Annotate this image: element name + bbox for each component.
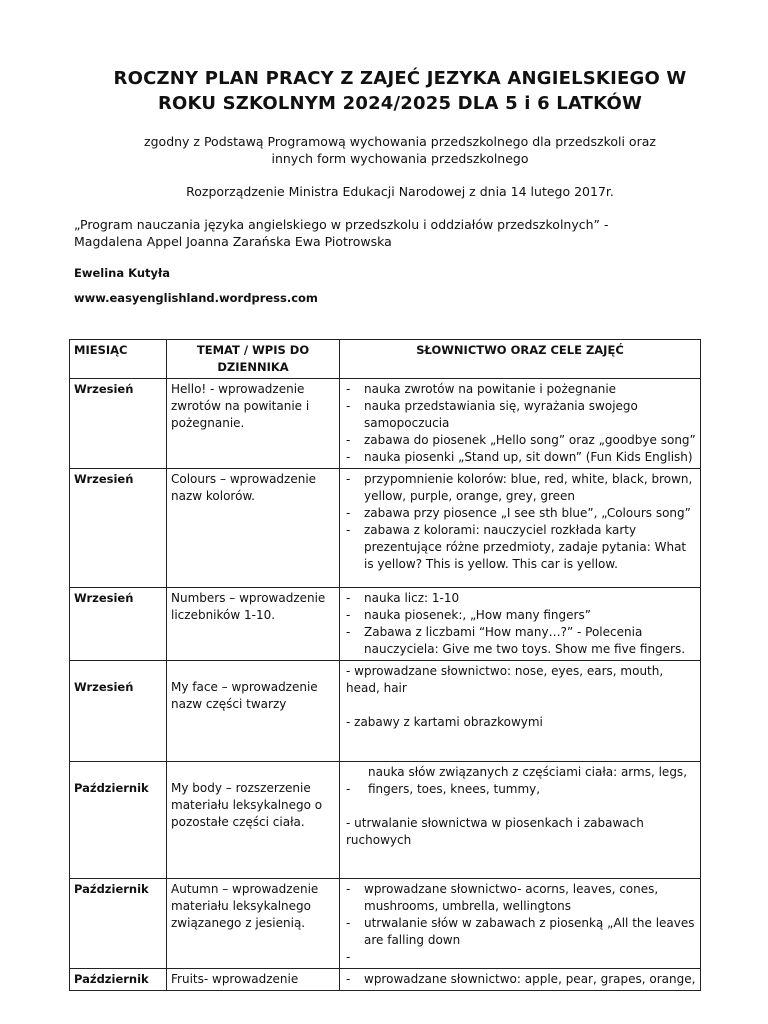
vocabulary-point: - fingers, toes, knees, tummy, bbox=[346, 782, 541, 796]
website-link[interactable]: www.easyenglishland.wordpress.com bbox=[74, 291, 318, 305]
table-row bbox=[70, 969, 701, 991]
vocabulary-point: nauka słów związanych z częściami ciała: arms, legs, bbox=[368, 765, 688, 779]
vocabulary-point: - wprowadzane słownictwo: nose, eyes, ears, mouth, head, hair bbox=[346, 664, 664, 695]
table-row bbox=[70, 588, 701, 661]
subtitle-line-1: zgodny z Podstawą Programową wychowania przedszkolnego dla przedszkoli oraz bbox=[144, 134, 656, 149]
column-header-month: MIESIĄC bbox=[70, 340, 167, 379]
author-name: Ewelina Kutyła bbox=[74, 266, 171, 280]
vocabulary-point: - wprowadzane słownictwo: apple, pear, grapes, orange, bbox=[344, 971, 696, 988]
month-cell: Wrzesień bbox=[70, 379, 167, 469]
program-line-2: Magdalena Appel Joanna Zarańska Ewa Piotrowska bbox=[74, 234, 392, 249]
regulation-note: Rozporządzenie Ministra Edukacji Narodowej z dnia 14 lutego 2017r. bbox=[186, 184, 614, 199]
table-row bbox=[70, 879, 701, 969]
vocabulary-cell bbox=[340, 969, 701, 991]
month-cell: Wrzesień bbox=[70, 469, 167, 588]
vocabulary-point: - Zabawa z liczbami “How many…?” - Polecenia nauczyciela: Give me two toys. Show me five fingers. bbox=[344, 624, 696, 658]
table-row bbox=[70, 469, 701, 588]
topic-cell: Colours – wprowadzenie nazw kolorów. bbox=[167, 469, 340, 588]
table-row bbox=[70, 379, 701, 469]
column-header-topic: TEMAT / WPIS DO DZIENNIKA bbox=[167, 340, 340, 379]
vocabulary-point: - nauka piosenek:, „How many fingers” bbox=[344, 607, 696, 624]
spacer bbox=[344, 697, 696, 714]
vocabulary-cell bbox=[340, 379, 701, 469]
document-subtitle bbox=[80, 133, 720, 167]
vocabulary-point: - nauka licz: 1-10 bbox=[344, 590, 696, 607]
vocabulary-cell bbox=[340, 762, 701, 879]
topic-cell: Autumn – wprowadzenie materiału leksykalnego związanego z jesienią. bbox=[167, 879, 340, 969]
vocabulary-point bbox=[344, 949, 696, 966]
vocabulary-point: - nauka piosenki „Stand up, sit down” (Fun Kids English) bbox=[344, 449, 696, 466]
month-cell: Październik bbox=[70, 762, 167, 879]
vocabulary-point: - utrwalanie słów w zabawach z piosenką „All the leaves are falling down bbox=[344, 915, 696, 949]
topic-cell: Fruits- wprowadzenie bbox=[167, 969, 340, 991]
spacer bbox=[344, 798, 696, 815]
title-line-1: ROCZNY PLAN PRACY Z ZAJEĆ JEZYKA ANGIELSKIEGO W bbox=[113, 68, 687, 89]
program-line-1: „Program nauczania języka angielskiego w przedszkolu i oddziałów przedszkolnych” - bbox=[74, 217, 609, 232]
subtitle-line-2: innych form wychowania przedszkolnego bbox=[271, 151, 529, 166]
topic-cell: My face – wprowadzenie nazw części twarzy bbox=[167, 661, 340, 762]
program-reference bbox=[74, 216, 714, 250]
topic-cell: My body – rozszerzenie materiału leksykalnego o pozostałe części ciała. bbox=[167, 762, 340, 879]
month-cell: Październik bbox=[70, 969, 167, 991]
document-title bbox=[100, 66, 700, 116]
vocabulary-point: - zabawy z kartami obrazkowymi bbox=[346, 715, 543, 729]
vocabulary-point: - wprowadzane słownictwo- acorns, leaves, cones, mushrooms, umbrella, wellingtons bbox=[344, 881, 696, 915]
table-row bbox=[70, 661, 701, 762]
vocabulary-point: - utrwalanie słownictwa w piosenkach i zabawach ruchowych bbox=[346, 816, 644, 847]
month-cell: Wrzesień bbox=[70, 588, 167, 661]
vocabulary-cell bbox=[340, 661, 701, 762]
vocabulary-point: - zabawa do piosenek „Hello song” oraz „goodbye song” bbox=[344, 432, 696, 449]
title-line-2: ROKU SZKOLNYM 2024/2025 DLA 5 i 6 LATKÓW bbox=[157, 93, 643, 114]
month-cell: Wrzesień bbox=[70, 661, 167, 762]
topic-cell: Numbers – wprowadzenie liczebników 1-10. bbox=[167, 588, 340, 661]
vocabulary-cell bbox=[340, 469, 701, 588]
lesson-plan-table bbox=[69, 339, 701, 991]
vocabulary-point: - zabawa przy piosence „I see sth blue”, „Colours song” bbox=[344, 505, 696, 522]
topic-cell: Hello! - wprowadzenie zwrotów na powitanie i pożegnanie. bbox=[167, 379, 340, 469]
table-row bbox=[70, 762, 701, 879]
vocabulary-point: - przypomnienie kolorów: blue, red, white, black, brown, yellow, purple, orange, grey, green bbox=[344, 471, 696, 505]
vocabulary-point: - nauka zwrotów na powitanie i pożegnanie bbox=[344, 381, 696, 398]
vocabulary-point: - zabawa z kolorami: nauczyciel rozkłada karty prezentujące różne przedmioty, zadaje pytania: What is yellow? This is yellow. This car is yellow. bbox=[344, 522, 696, 573]
table-header-row bbox=[70, 340, 701, 379]
vocabulary-cell bbox=[340, 879, 701, 969]
column-header-vocabulary: SŁOWNICTWO ORAZ CELE ZAJĘĆ bbox=[340, 340, 701, 379]
vocabulary-point: - nauka przedstawiania się, wyrażania swojego samopoczucia bbox=[344, 398, 696, 432]
month-cell: Październik bbox=[70, 879, 167, 969]
vocabulary-cell bbox=[340, 588, 701, 661]
